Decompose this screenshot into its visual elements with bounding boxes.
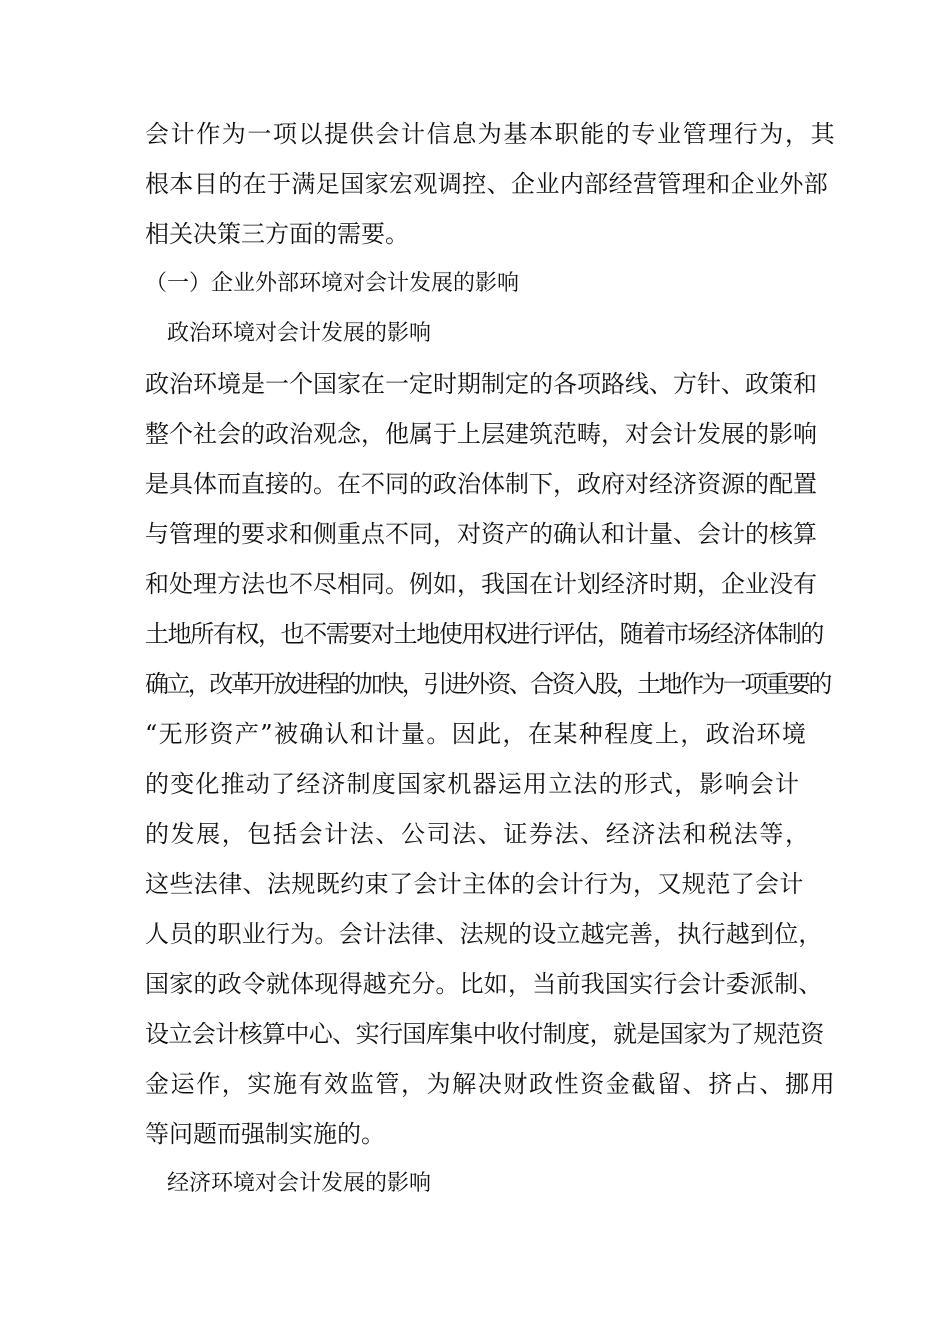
paragraph-line: 这些法律、法规既约束了会计主体的会计行为，又规范了会计 (145, 870, 804, 898)
section-heading: （一）企业外部环境对会计发展的影响 (145, 271, 520, 296)
paragraph-line: 和处理方法也不尽相同。例如，我国在计划经济时期，企业没有 (145, 570, 817, 598)
paragraph-line: 相关决策三方面的需要。 (145, 220, 409, 248)
paragraph-line: 与管理的要求和侧重点不同，对资产的确认和计量、会计的核算 (145, 520, 817, 548)
subsection-heading: 政治环境对会计发展的影响 (167, 321, 432, 346)
paragraph-line: 确立，改革开放进程的加快，引进外资、合资入股，土地作为一项重要的 (145, 670, 830, 698)
paragraph-line: 金运作，实施有效监管，为解决财政性资金截留、挤占、挪用 (145, 1070, 837, 1098)
paragraph-line: 的发展，包括会计法、公司法、证券法、经济法和税法等， (145, 820, 811, 848)
paragraph-line: 政治环境是一个国家在一定时期制定的各项路线、方针、政策和 (145, 370, 817, 398)
paragraph-line: “无形资产”被确认和计量。因此，在某种程度上，政治环境 (145, 720, 808, 748)
paragraph-line: 国家的政令就体现得越充分。比如，当前我国实行会计委派制、 (145, 970, 823, 998)
paragraph-line: 土地所有权，也不需要对土地使用权进行评估，随着市场经济体制的 (145, 620, 823, 648)
paragraph-line: 人员的职业行为。会计法律、法规的设立越完善，执行越到位， (145, 920, 823, 948)
subsection-heading: 经济环境对会计发展的影响 (167, 1171, 432, 1196)
paragraph-line: 是具体而直接的。在不同的政治体制下，政府对经济资源的配置 (145, 470, 817, 498)
paragraph-line: 等问题而强制实施的。 (145, 1120, 385, 1148)
paragraph-line: 设立会计核算中心、实行国库集中收付制度，就是国家为了规范资 (145, 1020, 824, 1048)
paragraph-line: 会计作为一项以提供会计信息为基本职能的专业管理行为，其 (145, 120, 837, 148)
paragraph-line: 整个社会的政治观念，他属于上层建筑范畴，对会计发展的影响 (145, 420, 817, 448)
paragraph-line: 根本目的在于满足国家宏观调控、企业内部经营管理和企业外部 (145, 170, 829, 198)
paragraph-line: 的变化推动了经济制度国家机器运用立法的形式，影响会计 (145, 770, 801, 798)
